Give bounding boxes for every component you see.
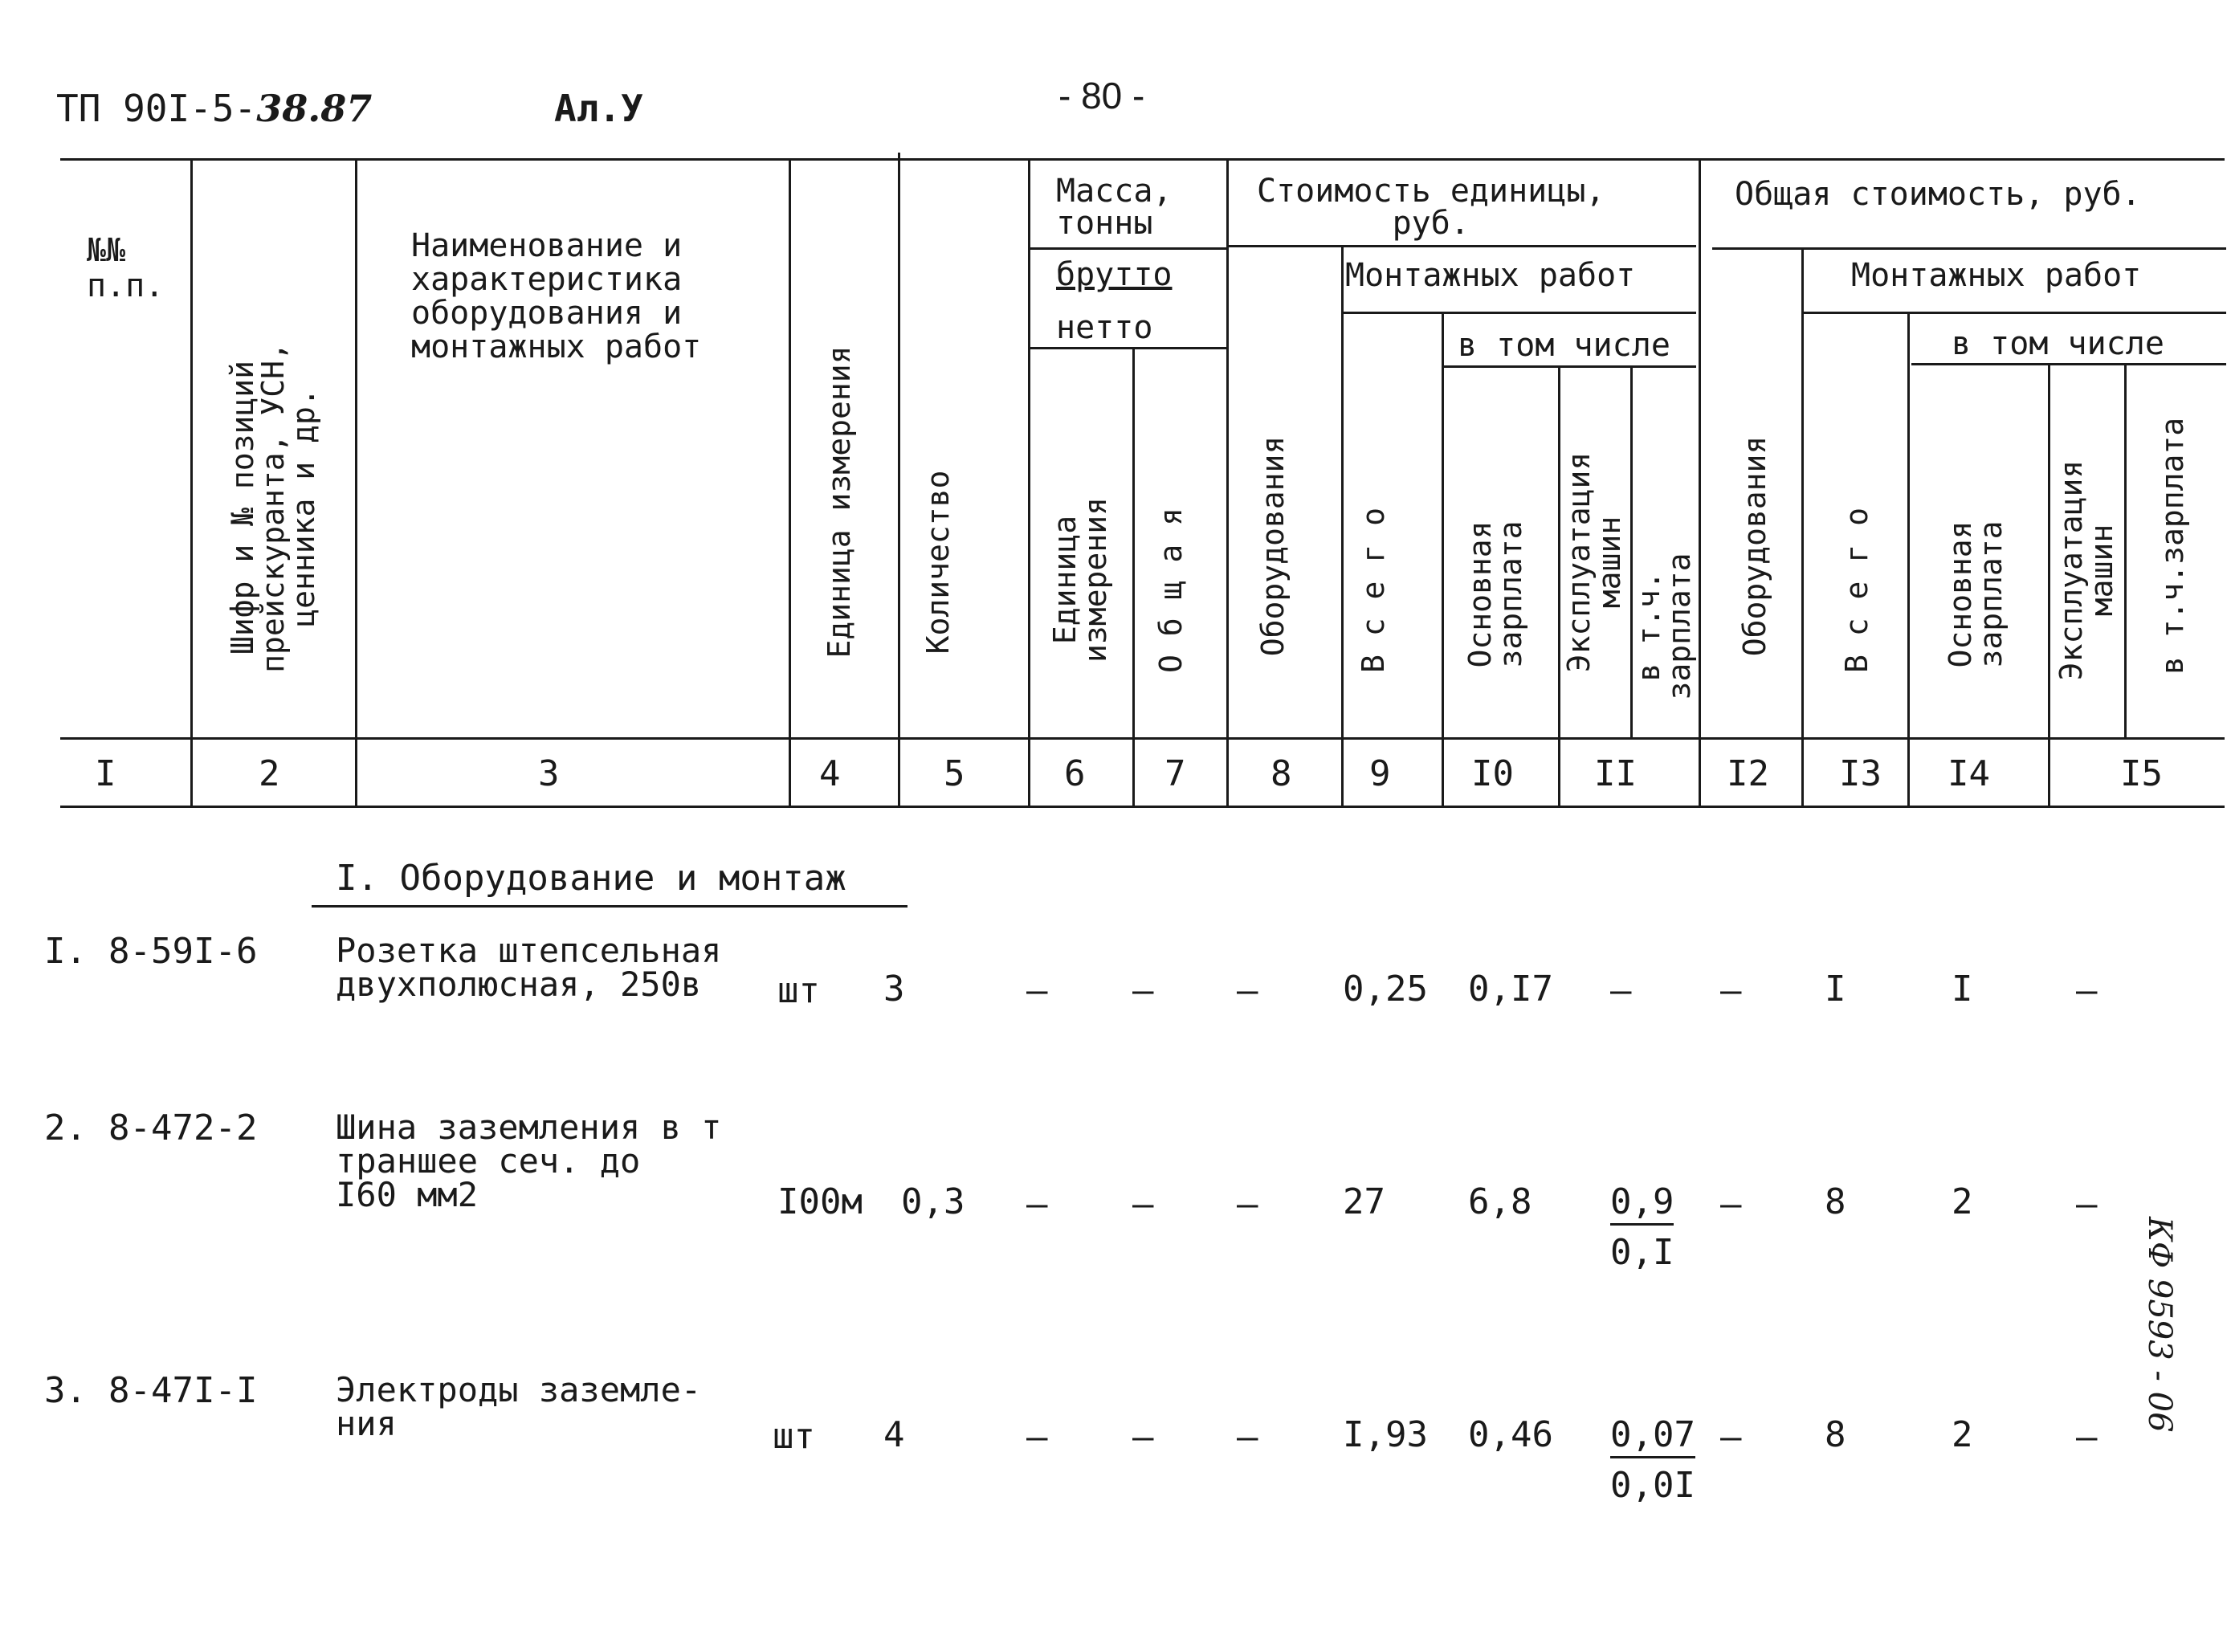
column-number: I <box>95 753 116 794</box>
row-qty: 0,3 <box>901 1181 965 1222</box>
document-code <box>56 87 373 130</box>
row-c11-denominator: 0,I <box>1610 1232 1674 1273</box>
row-c13: I <box>1952 969 1973 1010</box>
row-c8: – <box>1237 1184 1258 1225</box>
row-c11-numerator: 0,07 <box>1610 1417 1695 1458</box>
row-c12: I <box>1825 969 1846 1010</box>
header-unit-cost: Стоимость единицы, руб. <box>1257 173 1605 242</box>
unit-cost-rule <box>1226 245 1696 247</box>
header-gross: брутто <box>1056 256 1173 293</box>
row-name: Розетка штепсельная двухполюсная, 250в <box>336 931 722 1004</box>
header-incl-salary-unit: в т.ч. зарплата <box>1631 553 1697 700</box>
col-divider <box>1226 158 1229 806</box>
header-code: Шифр и № позиций прейскуранта, УСН, ценника и др. <box>225 342 321 673</box>
row-c10: 0,I7 <box>1468 969 1553 1010</box>
header-equipment-total: Оборудования <box>1737 435 1772 657</box>
col-divider <box>355 158 357 806</box>
header-incl-salary-total: в т.ч.зарплата <box>2155 417 2190 675</box>
column-number: I5 <box>2120 753 2163 794</box>
header-name: Наименование и характеристика оборудования и монтажных работ <box>411 227 702 365</box>
row-number: 2. <box>44 1107 87 1148</box>
row-c8: – <box>1237 970 1258 1011</box>
column-number: 9 <box>1369 753 1391 794</box>
mass-rule <box>1030 247 1226 250</box>
header-total-unit: В с е г о <box>1356 508 1391 673</box>
col-divider <box>1699 158 1701 806</box>
column-number: 8 <box>1270 753 1292 794</box>
row-c7: – <box>1132 1184 1154 1225</box>
col-divider <box>2048 363 2050 806</box>
row-c11x: – <box>1720 1417 1742 1458</box>
row-unit: шт <box>777 970 820 1011</box>
row-c6: – <box>1026 1417 1048 1458</box>
row-qty: 3 <box>883 969 905 1010</box>
column-number: I2 <box>1727 753 1769 794</box>
row-c11x: – <box>1720 970 1742 1011</box>
row-code: 8-47I-I <box>108 1370 258 1411</box>
column-number: 2 <box>259 753 280 794</box>
header-mass-unit: Единица измерения <box>1047 497 1113 663</box>
header-mass: Масса, тонны <box>1056 173 1173 242</box>
row-c7: – <box>1132 1417 1154 1458</box>
row-c11x: – <box>1720 1184 1742 1225</box>
row-unit: I00м <box>777 1181 863 1222</box>
total-cost-rule <box>1712 247 2226 250</box>
margin-stamp: КФ 9593 - 06 <box>2141 1217 2178 1433</box>
section-title-underline <box>312 905 907 908</box>
header-quantity: Количество <box>920 470 956 655</box>
row-c13: 2 <box>1952 1181 1973 1222</box>
col-divider <box>1630 365 1633 737</box>
row-c11-numerator: 0,9 <box>1610 1185 1674 1226</box>
row-c14: – <box>2076 1417 2098 1458</box>
section-title: I. Оборудование и монтаж <box>336 858 846 899</box>
incl-rule-2 <box>1911 363 2226 365</box>
header-row-number: №№ п.п. <box>87 232 165 304</box>
row-c11-fraction <box>1610 1181 1674 1273</box>
col-divider <box>1907 312 1910 806</box>
header-install-works-1: Монтажных работ <box>1345 257 1636 294</box>
row-c10: 6,8 <box>1468 1181 1532 1222</box>
col-divider <box>2124 363 2127 737</box>
gross-net-rule <box>1030 347 1226 349</box>
header-top-rule <box>60 158 2225 161</box>
numbers-top-rule <box>60 737 2225 740</box>
header-net: нетто <box>1056 309 1153 346</box>
row-c11-fraction <box>1610 1414 1695 1506</box>
row-c10: 0,46 <box>1468 1414 1553 1455</box>
row-qty: 4 <box>883 1414 905 1455</box>
column-number: 7 <box>1164 753 1186 794</box>
row-c9: 0,25 <box>1343 969 1428 1010</box>
row-c14: – <box>2076 1184 2098 1225</box>
column-number: 3 <box>538 753 560 794</box>
col-divider <box>1132 347 1135 806</box>
header-install-works-2: Монтажных работ <box>1851 257 2142 294</box>
row-name: Шина заземления в т траншее сеч. до I60 мм2 <box>336 1107 722 1214</box>
row-c6: – <box>1026 970 1048 1011</box>
header-equipment-unit: Оборудования <box>1255 435 1291 657</box>
header-incl-2: в том числе <box>1952 325 2164 362</box>
document-code-prefix: ТП 90I-5- <box>56 87 257 130</box>
row-c7: – <box>1132 970 1154 1011</box>
page-number: - 80 - <box>1058 75 1145 116</box>
row-code: 8-59I-6 <box>108 931 258 972</box>
header-total-total: В с е г о <box>1839 508 1874 673</box>
row-c11: – <box>1610 970 1632 1011</box>
header-machines-total: Эксплуатация машин <box>2054 459 2119 681</box>
col-divider <box>1028 158 1030 806</box>
row-unit: шт <box>773 1416 815 1457</box>
row-number: 3. <box>44 1370 87 1411</box>
row-c13: 2 <box>1952 1414 1973 1455</box>
header-unit: Единица измерения <box>822 345 857 659</box>
col-divider <box>898 153 900 806</box>
column-number: 5 <box>944 753 965 794</box>
header-mass-total: О б щ а я <box>1153 508 1189 673</box>
install-rule-1 <box>1343 312 1696 314</box>
col-divider <box>1341 245 1344 806</box>
column-number: I4 <box>1948 753 1990 794</box>
header-incl-1: в том числе <box>1458 327 1670 364</box>
header-base-salary-total: Основная зарплата <box>1943 520 2009 668</box>
album-label: Ал.У <box>554 87 643 130</box>
row-c12: 8 <box>1825 1181 1846 1222</box>
col-divider <box>1442 312 1444 806</box>
row-code: 8-472-2 <box>108 1107 258 1148</box>
row-name: Электроды заземле- ния <box>336 1370 702 1443</box>
row-c14: – <box>2076 970 2098 1011</box>
header-total-cost: Общая стоимость, руб. <box>1735 176 2141 213</box>
row-c8: – <box>1237 1417 1258 1458</box>
column-number: I3 <box>1839 753 1882 794</box>
col-divider <box>1558 365 1560 806</box>
row-c11-denominator: 0,0I <box>1610 1465 1695 1506</box>
row-c12: 8 <box>1825 1414 1846 1455</box>
header-machines-unit: Эксплуатация машин <box>1561 451 1627 673</box>
column-number: 6 <box>1064 753 1086 794</box>
row-c9: 27 <box>1343 1181 1385 1222</box>
install-rule-2 <box>1803 312 2226 314</box>
row-c6: – <box>1026 1184 1048 1225</box>
document-code-handwritten: 38.87 <box>256 87 373 130</box>
col-divider <box>1801 247 1804 806</box>
column-number: II <box>1594 753 1637 794</box>
column-number: 4 <box>819 753 841 794</box>
header-base-salary-unit: Основная зарплата <box>1462 520 1528 668</box>
numbers-bottom-rule <box>60 806 2225 808</box>
col-divider <box>190 158 193 806</box>
row-number: I. <box>44 931 87 972</box>
col-divider <box>789 158 791 806</box>
incl-rule-1 <box>1443 365 1696 368</box>
row-c9: I,93 <box>1343 1414 1428 1455</box>
column-number: I0 <box>1471 753 1514 794</box>
